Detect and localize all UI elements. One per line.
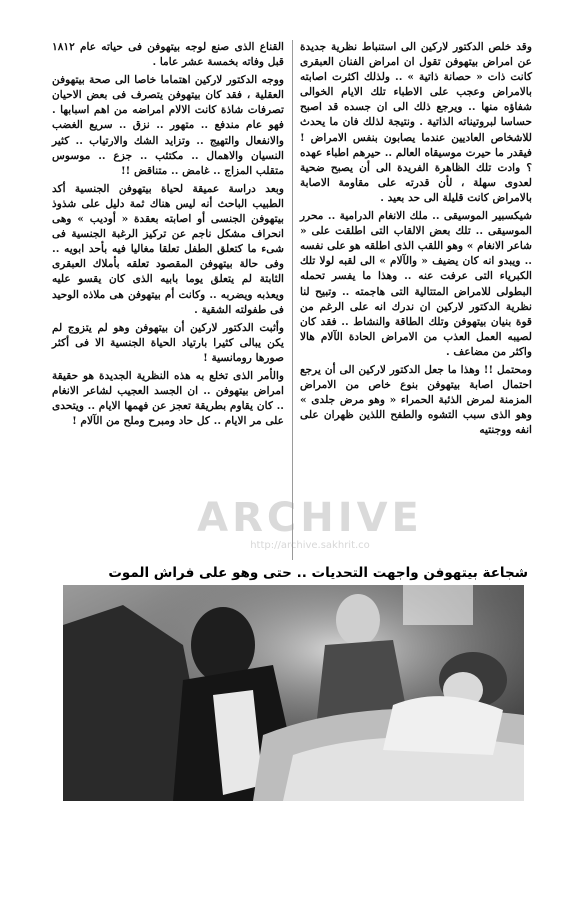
article-paragraph: ومحتمل !! وهذا ما جعل الدكتور لاركين الى أن يرجع احتمال اصابة بيتهوفن بنوع خاص من الامراض المزمنة لمرض الذئبة الحمراء « وهو مرض جلدى » وهو الذى سبب التشوه والطفح اللذين ظهران على انفه ووجنتيه	[300, 363, 532, 437]
column-divider	[292, 40, 293, 560]
article-paragraph: وأثبت الدكتور لاركين أن بيتهوفن وهو لم يتزوج لم يكن يبالى كثيرا بارتياد الحياة الجنسية الا فى أكثر صورها رومانسية !	[52, 321, 284, 364]
article-paragraph: شيكسبير الموسيقى .. ملك الانغام الدرامية .. محرر الموسيقى .. تلك بعض الالقاب التى اطلقت على « شاعر الانغام » وهو اللقب الذى اطلقه هو على نفسه .. ويبدو انه كان يضيف « والآلام » الى لقبه لولا تلك الكبرياء التى عرفت عنه .. وهذا ما يفسر تحمله البطولى للامراض المتتالية التى هاجمته .. وتبيح لنا نظرية الدكتور لاركين ان ندرك انه على الرغم من قوة بنيان بيتهوفن وتلك الطاقة والنشاط .. فقد كان لصيبه العمل العذب من الامراض الحادة الآلام هالا واكثر من مضاعف .	[300, 210, 532, 358]
article-column-right	[300, 40, 532, 438]
article-paragraph: وقد خلص الدكتور لاركين الى استنباط نظرية جديدة عن امراض بيتهوفن تقول ان امراض الفنان العبقرى كانت ذات « حصانة ذاتية » .. ولذلك اكثرت اصابته بالامراض وعجب على الاطباء تلك الايام الخوالى شفاؤه منها .. ويرجع ذلك الى ان جسده قد اصبح حساسا لبروتيناته الذاتية . ونتيجة لذلك فان ما يحدث للاشخاص العاديين عندما يصابون بنفس الامراض ! فيقدر ما حيرت موسيقاه العالم .. حيرهم اطباء عهده ؟ وادت تلك الظاهرة الفريدة الى أن يصبح ضحية لعدوى سهلة ، لأن قدرته على مقاومة الاصابة بالامراض كانت قليلة الى حد بعيد .	[300, 41, 532, 204]
article-column-left	[52, 40, 284, 429]
article-paragraph: ووجه الدكتور لاركين اهتماما خاصا الى صحة بيتهوفن العقلية ، فقد كان بيتهوفن يتصرف فى بعض الاحيان تصرفات شاذة كانت الالام امراضه من اهم اسبابها . فهو عام مندفع .. متهور .. نزق .. سريع الغضب والانفعال والتهيج .. وتزايد الشك والارتياب .. كثير النسيان والاهمال .. مكتئب .. جزع .. موسوس متقلب المزاج .. غامض .. متناقض !!	[52, 74, 284, 177]
photo-illustration	[63, 585, 524, 801]
article-paragraph: القناع الذى صنع لوجه بيتهوفن فى حياته عام ١٨١٢ قبل وفاته بخمسة عشر عاما .	[52, 41, 284, 69]
photo-caption: شجاعة بيتهوفن واجهت التحديات .. حتى وهو على فراش الموت	[108, 565, 528, 581]
article-paragraph: والأمر الذى تخلع به هذه النظرية الجديدة هو حقيقة امراض بيتهوفن .. ان الجسد العجيب لشاعر الانغام .. كان يقاوم بطريقة تعجز عن فهمها الايام .. ويتحدى على مر الايام .. كل حاد ومبرح وملح من الآلام !	[52, 369, 284, 428]
archive-watermark: ARCHIVE	[197, 495, 423, 541]
deathbed-photo	[63, 585, 524, 801]
archive-watermark-url: http://archive.sakhrit.co	[250, 540, 370, 551]
article-paragraph: وبعد دراسة عميقة لحياة بيتهوفن الجنسية أكد الطبيب الباحث أنه ليس هناك ثمة دليل على شذوذ بيتهوفن الجنسى أو اصابته بعقدة « أوديب » وهى انحراف مشكل ناجم عن تركيز الرغبة الجنسية فى شىء ما كتعلق الطفل تعلقا مغاليا فيه بأحد ابويه .. وفى حالة بيتهوفن المقصود تعلقه بأملاك العبقرى الثابتة لم يتعلق يوما بابيه الذى كان يقسو عليه ويعذبه ويضربه .. وكانت أم بيتهوفن هى ملاذه الوحيد فى طفولته الشقية .	[52, 182, 284, 316]
